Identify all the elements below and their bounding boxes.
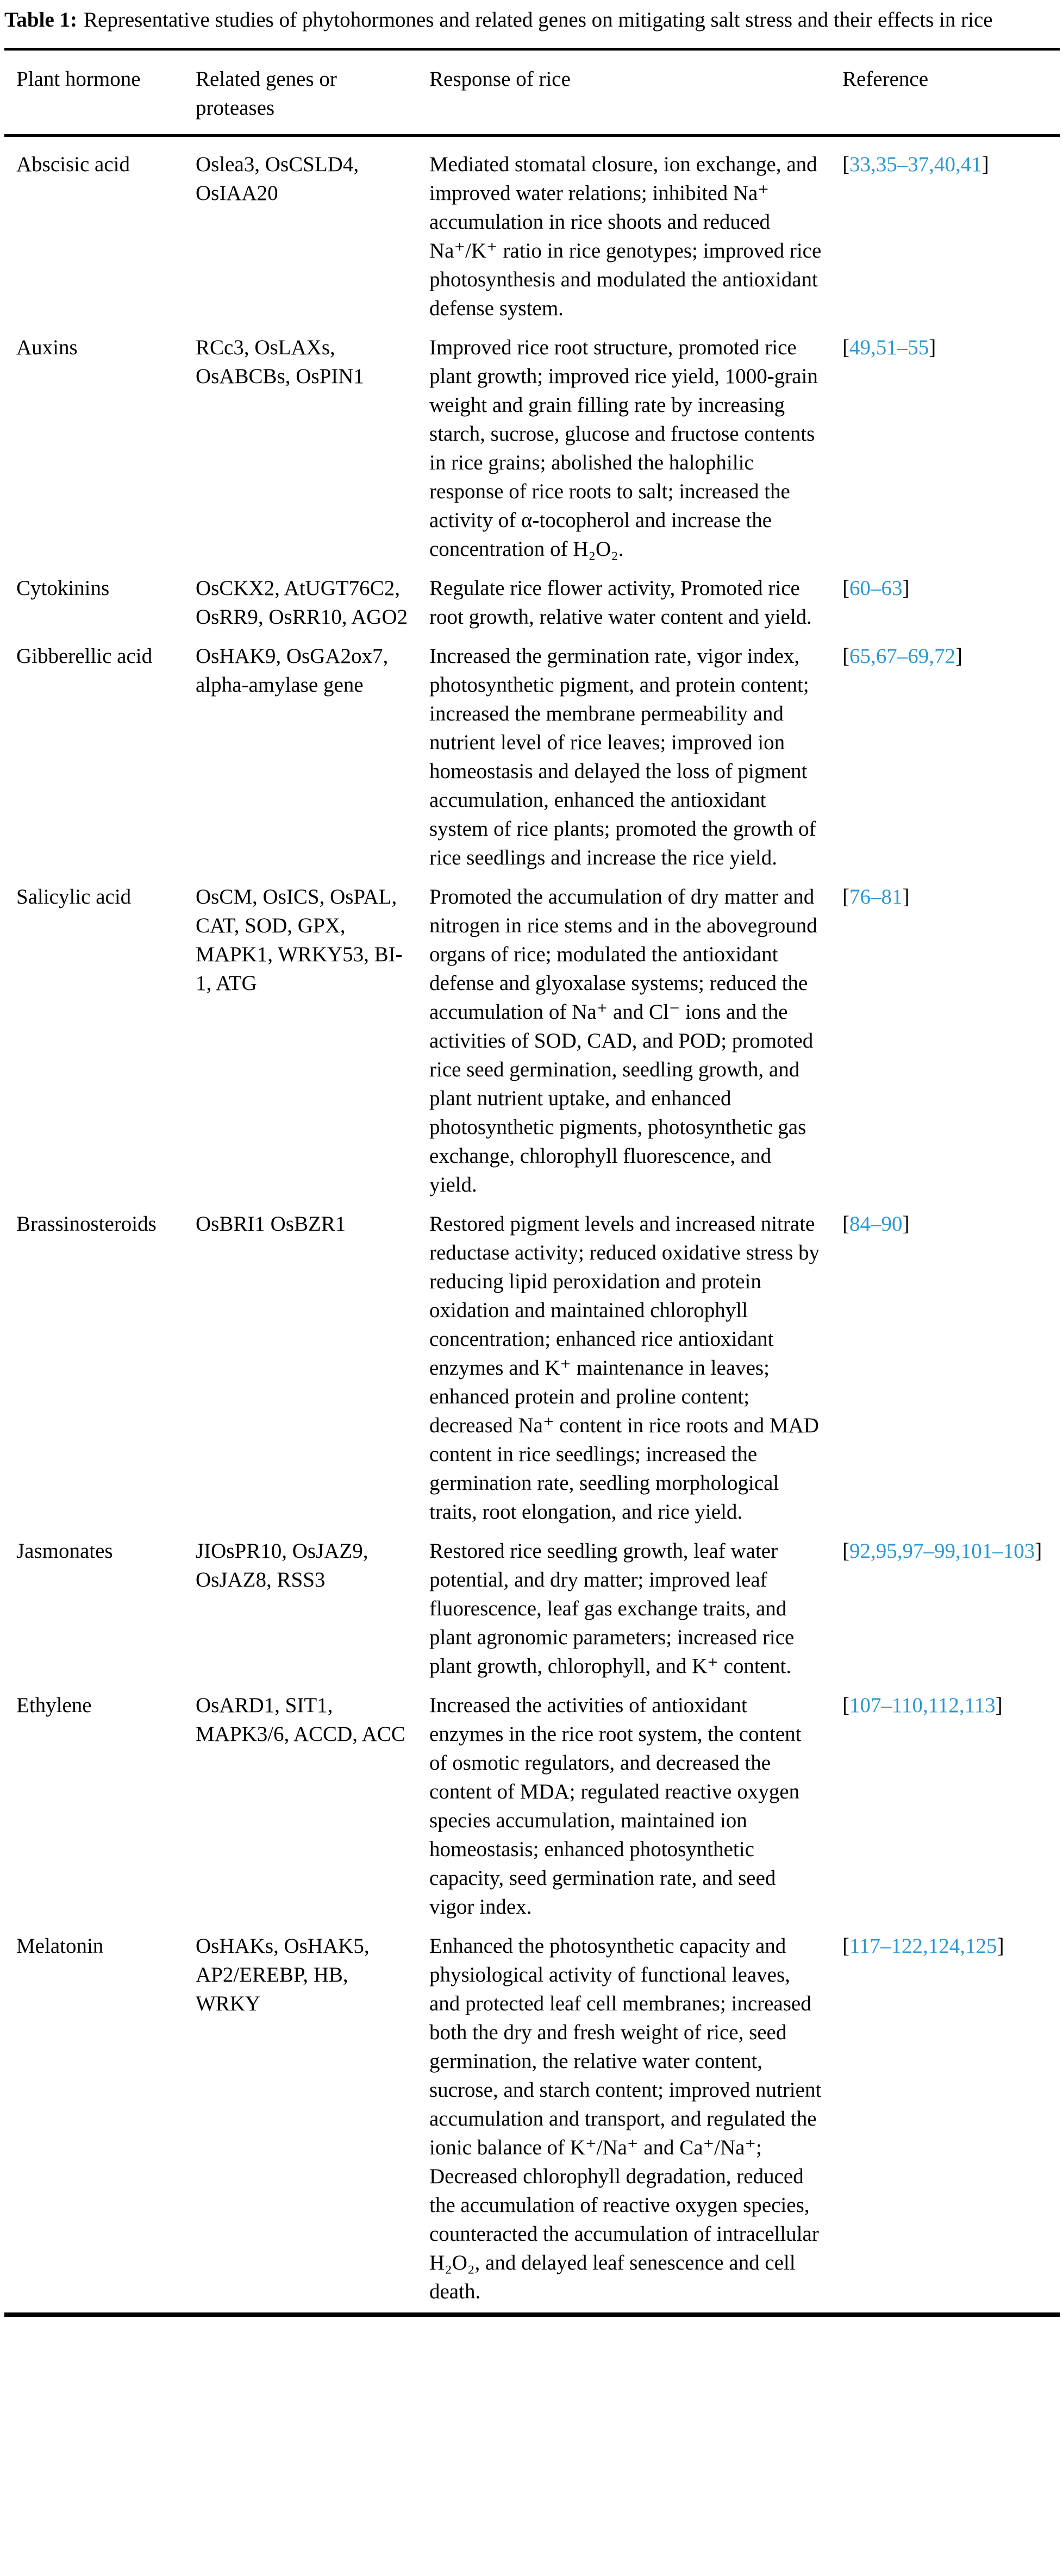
response-cell: Increased the activities of antioxidant enzymes in the rice root system, the content of osmotic regulators, and decreased the content of MDA; regulated reactive oxygen species accumulation, maintained ion homeostasis; enhanced photosynthetic capacity, seed germination rate, and seed vigor index.: [429, 1694, 802, 1919]
reference-link[interactable]: 92,95,97–99,101–103: [849, 1539, 1035, 1563]
response-cell: Regulate rice flower activity, Promoted rice root growth, relative water content and yield.: [429, 576, 812, 629]
ref-bracket-open: [: [842, 885, 849, 908]
genes-cell: JIOsPR10, OsJAZ9, OsJAZ8, RSS3: [196, 1539, 368, 1591]
ref-bracket-open: [: [842, 1539, 849, 1563]
genes-cell: Oslea3, OsCSLD4, OsIAA20: [196, 153, 359, 205]
header-response-of-rice: Response of rice: [429, 67, 571, 91]
header-related-genes: Related genes or proteases: [196, 67, 337, 120]
ref-bracket-close: ]: [995, 1694, 1003, 1717]
table-caption-label: Table 1:: [4, 8, 78, 32]
plant-hormone-cell: Brassinosteroids: [16, 1212, 157, 1236]
reference-link[interactable]: 84–90: [849, 1212, 903, 1236]
header-plant-hormone: Plant hormone: [16, 67, 141, 91]
table-row-jasmonates: [4, 1537, 1060, 1681]
reference-cell: [842, 1537, 1060, 1565]
header-reference: Reference: [842, 67, 929, 91]
ref-bracket-close: ]: [981, 153, 989, 176]
reference-cell: [842, 574, 1060, 603]
ref-bracket-open: [: [842, 644, 849, 668]
ref-bracket-close: ]: [902, 576, 910, 600]
ref-bracket-open: [: [842, 153, 849, 176]
reference-link[interactable]: 117–122,124,125: [849, 1934, 997, 1958]
reference-link[interactable]: 107–110,112,113: [849, 1694, 996, 1717]
reference-cell: [842, 1209, 1060, 1238]
table-header-row: [4, 51, 1060, 137]
reference-cell: [842, 882, 1060, 911]
plant-hormone-cell: Jasmonates: [16, 1539, 113, 1563]
ref-bracket-open: [: [842, 1694, 849, 1717]
reference-cell: [842, 642, 1060, 670]
table-caption: [4, 7, 1060, 34]
plant-hormone-cell: Salicylic acid: [16, 885, 132, 908]
plant-hormone-cell: Cytokinins: [16, 576, 110, 600]
table-row-ethylene: [4, 1691, 1060, 1921]
table-row-gibberellic-acid: [4, 642, 1060, 872]
genes-cell: OsHAKs, OsHAK5, AP2/EREBP, HB, WRKY: [196, 1934, 370, 2015]
plant-hormone-cell: Auxins: [16, 336, 78, 359]
reference-cell: [842, 150, 1060, 179]
reference-link[interactable]: 76–81: [849, 885, 903, 908]
reference-link[interactable]: 49,51–55: [849, 336, 929, 359]
table-body: [4, 137, 1060, 2312]
response-cell: Restored pigment levels and increased nitrate reductase activity; reduced oxidative stress by reducing lipid peroxidation and protein oxidation and maintained chlorophyll concentration; enhanced rice antioxidant enzymes and K⁺ maintenance in leaves; enhanced protein and proline content; decreased Na⁺ content in rice roots and MAD content in rice seedlings; increased the germination rate, seedling morphological traits, root elongation, and rice yield.: [429, 1212, 820, 1524]
table-row-salicylic-acid: [4, 882, 1060, 1199]
genes-cell: OsARD1, SIT1, MAPK3/6, ACCD, ACC: [196, 1694, 405, 1746]
response-cell: Increased the germination rate, vigor index, photosynthetic pigment, and protein content; increased the membrane permeability and nutrient level of rice leaves; improved ion homeostasis and delayed the loss of pigment accumulation, enhanced the antioxidant system of rice plants; promoted the growth of rice seedlings and increase the rice yield.: [429, 644, 816, 869]
ref-bracket-open: [: [842, 1212, 849, 1236]
table-row-abscisic-acid: [4, 150, 1060, 323]
genes-cell: OsHAK9, OsGA2ox7, alpha-amylase gene: [196, 644, 389, 697]
table-row-melatonin: [4, 1932, 1060, 2306]
ref-bracket-close: ]: [955, 644, 962, 668]
reference-link[interactable]: 33,35–37,40,41: [849, 153, 982, 176]
genes-cell: OsCKX2, AtUGT76C2, OsRR9, OsRR10, AGO2: [196, 576, 408, 629]
response-cell: Restored rice seedling growth, leaf water potential, and dry matter; improved leaf fluorescence, leaf gas exchange traits, and plant agronomic parameters; increased rice plant growth, chlorophyll, and K⁺ content.: [429, 1539, 795, 1678]
table-row-brassinosteroids: [4, 1209, 1060, 1526]
ref-bracket-open: [: [842, 336, 849, 359]
response-cell: Enhanced the photosynthetic capacity and physiological activity of functional leaves, and protected leaf cell membranes; increased both the dry and fresh weight of rice, seed germination, the relative water content, sucrose, and starch content; improved nutrient accumulation and transport, and regulated the ionic balance of K⁺/Na⁺ and Ca⁺/Na⁺; Decreased chlorophyll degradation, reduced the accumulation of reactive oxygen species, counteracted the accumulation of intracellular H₂O₂, and delayed leaf senescence and cell death.: [429, 1934, 822, 2303]
genes-cell: OsBRI1 OsBZR1: [196, 1212, 346, 1236]
ref-bracket-close: ]: [1035, 1539, 1042, 1563]
plant-hormone-cell: Gibberellic acid: [16, 644, 153, 668]
reference-cell: [842, 1691, 1060, 1720]
ref-bracket-open: [: [842, 1934, 849, 1958]
reference-cell: [842, 1932, 1060, 1960]
response-cell: Mediated stomatal closure, ion exchange, and improved water relations; inhibited Na⁺ accumulation in rice shoots and reduced Na⁺/K⁺ ratio in rice genotypes; improved rice photosynthesis and modulated the antioxidant defense system.: [429, 153, 822, 320]
plant-hormone-cell: Abscisic acid: [16, 153, 130, 176]
reference-link[interactable]: 65,67–69,72: [849, 644, 955, 668]
reference-cell: [842, 333, 1060, 362]
table-caption-text: Representative studies of phytohormones and related genes on mitigating salt stress and their effects in rice: [84, 8, 993, 32]
response-cell: Promoted the accumulation of dry matter and nitrogen in rice stems and in the aboveground organs of rice; modulated the antioxidant defense and glyoxalase systems; reduced the accumulation of Na⁺ and Cl⁻ ions and the activities of SOD, CAD, and POD; promoted rice seed germination, seedling growth, and plant nutrient uptake, and enhanced photosynthetic pigments, photosynthetic gas exchange, chlorophyll fluorescence, and yield.: [429, 885, 817, 1196]
reference-link[interactable]: 60–63: [849, 576, 903, 600]
plant-hormone-cell: Ethylene: [16, 1694, 92, 1717]
genes-cell: RCc3, OsLAXs, OsABCBs, OsPIN1: [196, 336, 364, 388]
table-row-cytokinins: [4, 574, 1060, 631]
ref-bracket-close: ]: [997, 1934, 1004, 1958]
ref-bracket-open: [: [842, 576, 849, 600]
ref-bracket-close: ]: [929, 336, 936, 359]
plant-hormone-cell: Melatonin: [16, 1934, 104, 1958]
table-row-auxins: [4, 333, 1060, 563]
ref-bracket-close: ]: [902, 885, 910, 908]
response-cell: Improved rice root structure, promoted rice plant growth; improved rice yield, 1000-grain weight and grain filling rate by increasing starch, sucrose, glucose and fructose contents in rice grains; abolished the halophilic response of rice roots to salt; increased the activity of α-tocopherol and increase the concentration of H₂O₂.: [429, 336, 818, 561]
ref-bracket-close: ]: [902, 1212, 910, 1236]
phytohormones-table: [4, 48, 1060, 2317]
genes-cell: OsCM, OsICS, OsPAL, CAT, SOD, GPX, MAPK1, WRKY53, BI-1, ATG: [196, 885, 403, 995]
